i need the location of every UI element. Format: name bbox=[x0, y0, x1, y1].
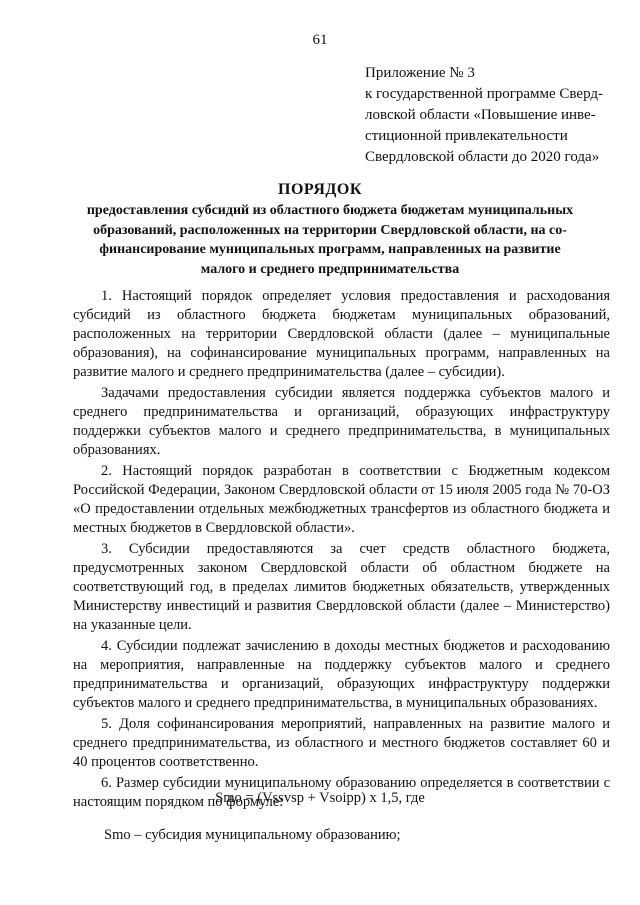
paragraph: Задачами предоставления субсидии является поддержка субъектов малого и среднего предпринимательства и организаций, образующих инфраструктуру поддержки субъектов малого и среднего предпринимательства, в муниципальных образованиях. bbox=[73, 385, 610, 458]
paragraph: 2. Настоящий порядок разработан в соответствии с Бюджетным кодексом Российской Федерации, Законом Свердловской области от 15 июля 2005 года № 70-ОЗ «О предоставлении отдельных межбюджетных трансфертов из областного бюджета и местных бюджетов в Свердловской области». bbox=[73, 463, 610, 536]
appendix-line: Приложение № 3 bbox=[365, 65, 475, 81]
appendix-header bbox=[365, 63, 615, 168]
formula: Smo = (Vssvsp + Vsoipp) x 1,5, где bbox=[215, 790, 425, 806]
appendix-line: ловской области «Повышение инве- bbox=[365, 107, 596, 123]
appendix-line: стиционной привлекательности bbox=[365, 128, 568, 144]
document-subtitle bbox=[60, 201, 600, 279]
formula-definition: Smo – субсидия муниципальному образованию; bbox=[104, 827, 401, 843]
paragraph: 3. Субсидии предоставляются за счет средств областного бюджета, предусмотренных законом Свердловской области об областном бюджете на соответствующий год, в пределах лимитов бюджетных обязательств, утвержденных Министерству инвестиций и развития Свердловской области (далее – Министерство) на указанные цели. bbox=[73, 541, 610, 633]
subtitle-line: образований, расположенных на территории Свердловской области, на со- bbox=[93, 222, 567, 238]
subtitle-line: предоставления субсидий из областного бюджета бюджетам муниципальных bbox=[86, 203, 574, 218]
document-body bbox=[73, 287, 610, 814]
paragraph: 1. Настоящий порядок определяет условия предоставления и расходования субсидий из областного бюджета бюджетам муниципальных образований, расположенных на территории Свердловской области (далее – муниципальные образования), на софинансирование муниципальных программ, направленных на развитие малого и среднего предпринимательства (далее – субсидии). bbox=[73, 288, 610, 380]
subtitle-line: малого и среднего предпринимательства bbox=[200, 261, 460, 277]
paragraph: 6. Размер субсидии муниципальному образованию определяется в соответствии с настоящим порядком по формуле: bbox=[73, 775, 610, 810]
paragraph: 4. Субсидии подлежат зачислению в доходы местных бюджетов и расходованию на мероприятия, направленные на поддержку субъектов малого и среднего предпринимательства и организаций, образующих инфраструктуру поддержки субъектов малого и среднего предпринимательства, в муниципальных образованиях. bbox=[73, 638, 610, 711]
appendix-line: к государственной программе Сверд- bbox=[365, 86, 604, 102]
subtitle-line: финансирование муниципальных программ, направленных на развитие bbox=[99, 242, 561, 257]
document-title: ПОРЯДОК bbox=[278, 181, 362, 198]
appendix-line: Свердловской области до 2020 года» bbox=[365, 149, 600, 165]
paragraph: 5. Доля софинансирования мероприятий, направленных на развитие малого и среднего предпринимательства, из областного и местного бюджетов составляет 60 и 40 процентов соответственно. bbox=[73, 716, 610, 770]
page-number: 61 bbox=[312, 32, 328, 48]
